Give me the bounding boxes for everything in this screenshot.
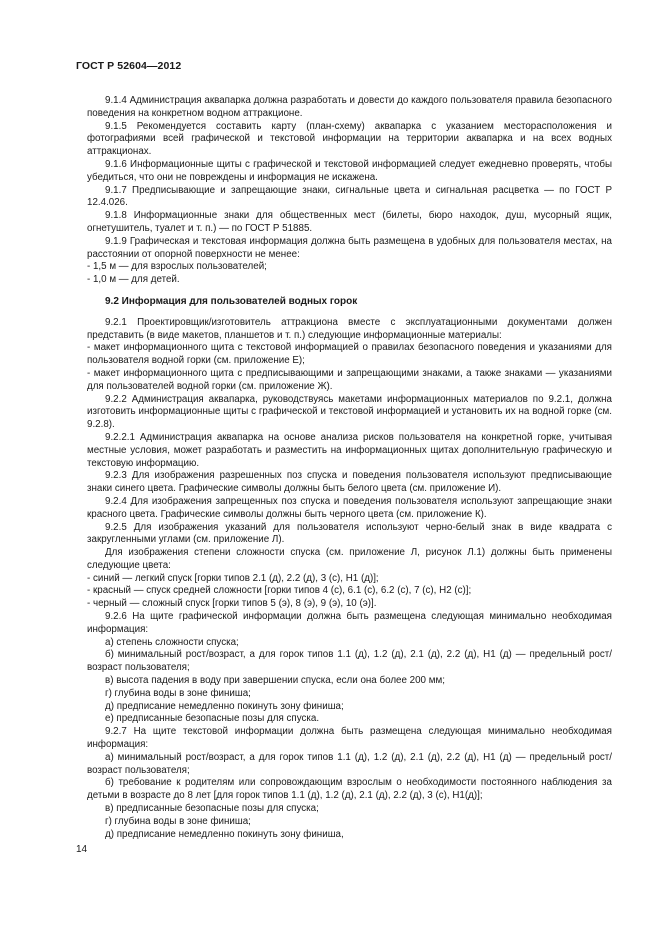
list-item: - красный — спуск средней сложности [горки типов 4 (с), 6.1 (с), 6.2 (с), 7 (с), Н2 (с)]; [87, 585, 472, 597]
clause-9-1-5: 9.1.5 Рекомендуется составить карту (план-схему) аквапарка с указанием месторасположения и фотографиями всей графической и текстовой информации на территории аквапарка и на всех водных аттракционах. [87, 120, 612, 158]
list-item: е) предписанные безопасные позы для спуска. [105, 713, 320, 725]
list-item: - черный — сложный спуск [горки типов 5 (э), 8 (э), 9 (э), 10 (э)]. [87, 598, 377, 610]
page-number: 14 [76, 844, 88, 855]
list-item: д) предписание немедленно покинуть зону финиша, [105, 828, 344, 840]
clause-9-1-7: 9.1.7 Предписывающие и запрещающие знаки, сигнальные цвета и сигнальная расцветка — по ГОСТ Р 12.4.026. [87, 184, 612, 209]
clause-9-2-3: 9.2.3 Для изображения разрешенных поз спуска и поведения пользователя используют предписывающие знаки синего цвета. Графические символы должны быть белого цвета (см. приложение И). [87, 470, 612, 495]
list-item: г) глубина воды в зоне финиша; [105, 687, 251, 699]
list-item: - макет информационного щита с текстовой информацией о правилах безопасного поведения и указаниями для пользователя водной горки (см. приложение Е); [87, 342, 612, 367]
list-item: - 1,5 м — для взрослых пользователей; [87, 261, 267, 273]
paragraph-difficulty-colors: Для изображения степени сложности спуска (см. приложение Л, рисунок Л.1) должны быть применены следующие цвета: [87, 547, 612, 571]
clause-9-2-5: 9.2.5 Для изображения указаний для пользователя используют черно-белый знак в виде квадрата с закругленными углами (см. приложение Л). [87, 521, 612, 546]
list-item: в) предписанные безопасные позы для спуска; [105, 803, 319, 815]
clause-9-2-1: 9.2.1 Проектировщик/изготовитель аттракциона вместе с эксплуатационными документами должен представить (в виде макетов, планшетов и т. п.) следующие информационные материалы: [87, 316, 612, 341]
list-item: б) минимальный рост/возраст, а для горок типов 1.1 (д), 1.2 (д), 2.1 (д), 2.2 (д), Н1 (д) — предельный рост/возраст пользователя; [87, 649, 612, 674]
list-item: б) требование к родителям или сопровождающим взрослым о необходимости постоянного наблюдения за детьми в возрасте до 8 лет [для горок типов 1.1 (д), 1.2 (д), 2.1 (д), 2.2 (д), 3 (с), Н1(д)]; [87, 777, 612, 802]
list-item: а) минимальный рост/возраст, а для горок типов 1.1 (д), 1.2 (д), 2.1 (д), 2.2 (д), Н1 (д) — предельный рост/возраст пользователя; [87, 751, 612, 776]
clause-9-2-2: 9.2.2 Администрация аквапарка, руководствуясь макетами информационных материалов по 9.2.1, должна изготовить информационные щиты с графической и текстовой информацией и установить их на водной горке (см. 9.2.8). [87, 393, 612, 431]
clause-9-2-6: 9.2.6 На щите графической информации должна быть размещена следующая минимально необходимая информация: [87, 611, 612, 635]
list-item: а) степень сложности спуска; [105, 636, 239, 648]
clause-9-1-6: 9.1.6 Информационные щиты с графической и текстовой информацией следует ежедневно проверять, чтобы убедиться, что они не повреждены и информация не искажена. [87, 158, 612, 183]
document-header: ГОСТ Р 52604—2012 [76, 60, 182, 72]
clause-9-2-4: 9.2.4 Для изображения запрещенных поз спуска и поведения пользователя используют запрещающие знаки красного цвета. Графические символы должны быть черного цвета (см. приложение К). [87, 495, 612, 520]
list-item: д) предписание немедленно покинуть зону финиша; [105, 700, 344, 712]
list-item: - синий — легкий спуск [горки типов 2.1 (д), 2.2 (д), 3 (с), Н1 (д)]; [87, 572, 379, 584]
clause-9-1-8: 9.1.8 Информационные знаки для общественных мест (билеты, бюро находок, душ, мусорный ящик, огнетушитель, туалет и т. п.) — по ГОСТ Р 51885. [87, 210, 612, 234]
list-item: в) высота падения в воду при завершении спуска, если она более 200 мм; [105, 675, 445, 687]
clause-9-1-4: 9.1.4 Администрация аквапарка должна разработать и довести до каждого пользователя правила безопасного поведения на конкретном водном аттракционе. [87, 95, 612, 119]
list-item: - 1,0 м — для детей. [87, 274, 180, 286]
list-item: г) глубина воды в зоне финиша; [105, 815, 251, 827]
clause-9-2-7: 9.2.7 На щите текстовой информации должна быть размещена следующая минимально необходимая информация: [87, 726, 612, 751]
list-item: - макет информационного щита с предписывающими и запрещающими знаками, а также знаками — указаниями для пользователей водной горки (см. приложение Ж). [87, 367, 612, 392]
clause-9-1-9: 9.1.9 Графическая и текстовая информация должна быть размещена в удобных для пользователя местах, на расстоянии от опорной поверхности не менее: [87, 235, 612, 260]
clause-9-2-2-1: 9.2.2.1 Администрация аквапарка на основе анализа рисков пользователя на конкретной горке, учитывая местные условия, может разработать и разместить на информационных щитах дополнительную графическую и текстовую информацию. [87, 431, 612, 469]
section-heading-9-2: 9.2 Информация для пользователей водных горок [105, 295, 358, 307]
document-body [87, 95, 612, 841]
